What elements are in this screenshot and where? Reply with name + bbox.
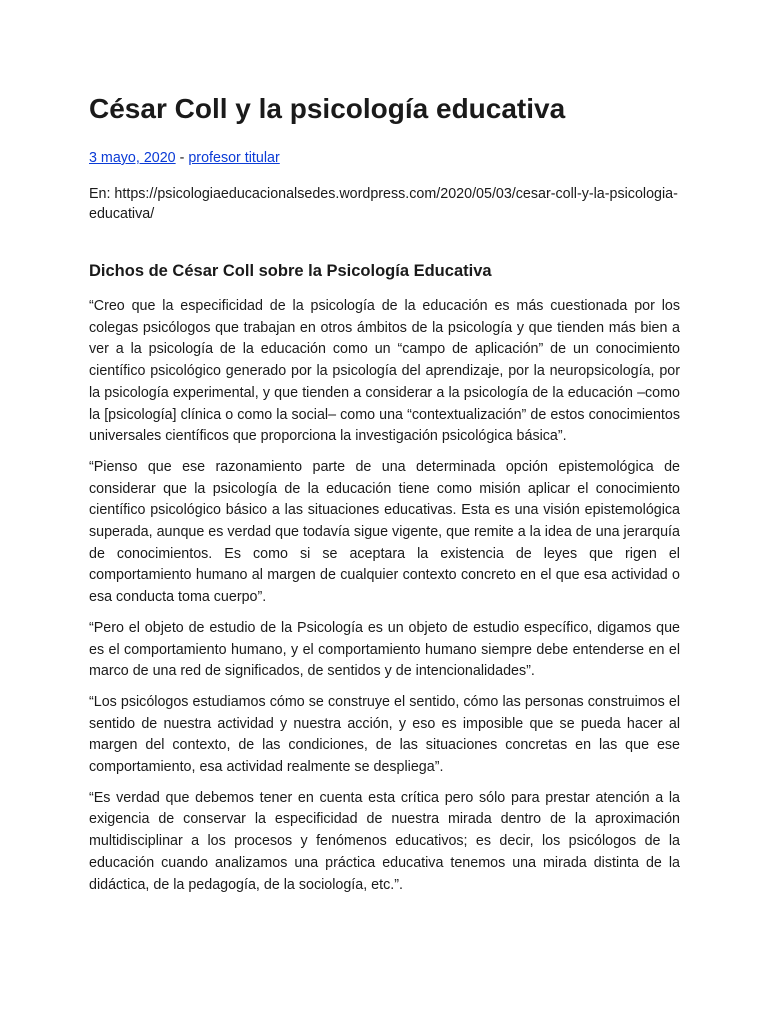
post-meta (89, 148, 680, 168)
article-body (89, 296, 680, 896)
section-heading: Dichos de César Coll sobre la Psicología Educativa (89, 262, 492, 280)
page-title: César Coll y la psicología educativa (89, 93, 566, 124)
post-date-link[interactable]: 3 mayo, 2020 (89, 150, 176, 166)
quote-paragraph: “Pero el objeto de estudio de la Psicología es un objeto de estudio específico, digamos que es el comportamiento humano, y el comportamiento humano siempre debe entenderse en el marco de una red de significados, de sentidos y de intencionalidades”. (89, 619, 680, 680)
quote-paragraph: “Los psicólogos estudiamos cómo se construye el sentido, cómo las personas construimos el sentido de nuestra actividad y nuestra acción, y eso es imposible que se pueda hacer al margen del contexto, de las condiciones, de las situaciones concretas en las que ese comportamiento, esa actividad realmente se despliega”. (89, 693, 680, 776)
quote-paragraph: “Creo que la especificidad de la psicología de la educación es más cuestionada por los colegas psicólogos que trabajan en otros ámbitos de la psicología y que tienden más bien a ver a la psicología de la educación como un “campo de aplicación” de un conocimiento científico psicológico generado por la psicología del aprendizaje, por la neuropsicología, por la psicología experimental, y que tienden a considerar a la psicología de la educación –como la [psicología] clínica o como la social– como una “contextualización” de estos conocimientos universales científicos que proporciona la investigación psicológica básica”. (89, 298, 680, 445)
quote-paragraph: “Es verdad que debemos tener en cuenta esta crítica pero sólo para prestar atención a la exigencia de conservar la especificidad de nuestra mirada dentro de la aproximación multidisciplinar a los procesos y fenómenos educativos; es decir, los psicólogos de la educación cuando analizamos una práctica educativa tenemos una mirada distinta de la didáctica, de la pedagogía, de la sociología, etc.”. (89, 789, 680, 893)
author-link[interactable]: profesor titular (188, 150, 280, 166)
source-reference: En: https://psicologiaeducacionalsedes.wordpress.com/2020/05/03/cesar-coll-y-la-psicologia-educativa/ (89, 186, 678, 222)
meta-separator: - (175, 150, 189, 166)
quote-paragraph: “Pienso que ese razonamiento parte de una determinada opción epistemológica de considerar que la psicología de la educación tiene como misión aplicar el conocimiento científico psicológico básico a las situaciones educativas. Esta es una visión epistemológica superada, aunque es verdad que todavía sigue vigente, que remite a la idea de una jerarquía de conocimientos. Es como si se aceptara la existencia de leyes que rigen el comportamiento humano al margen de cualquier contexto concreto en el que esa actividad o esa conducta toma cuerpo”. (89, 458, 680, 606)
